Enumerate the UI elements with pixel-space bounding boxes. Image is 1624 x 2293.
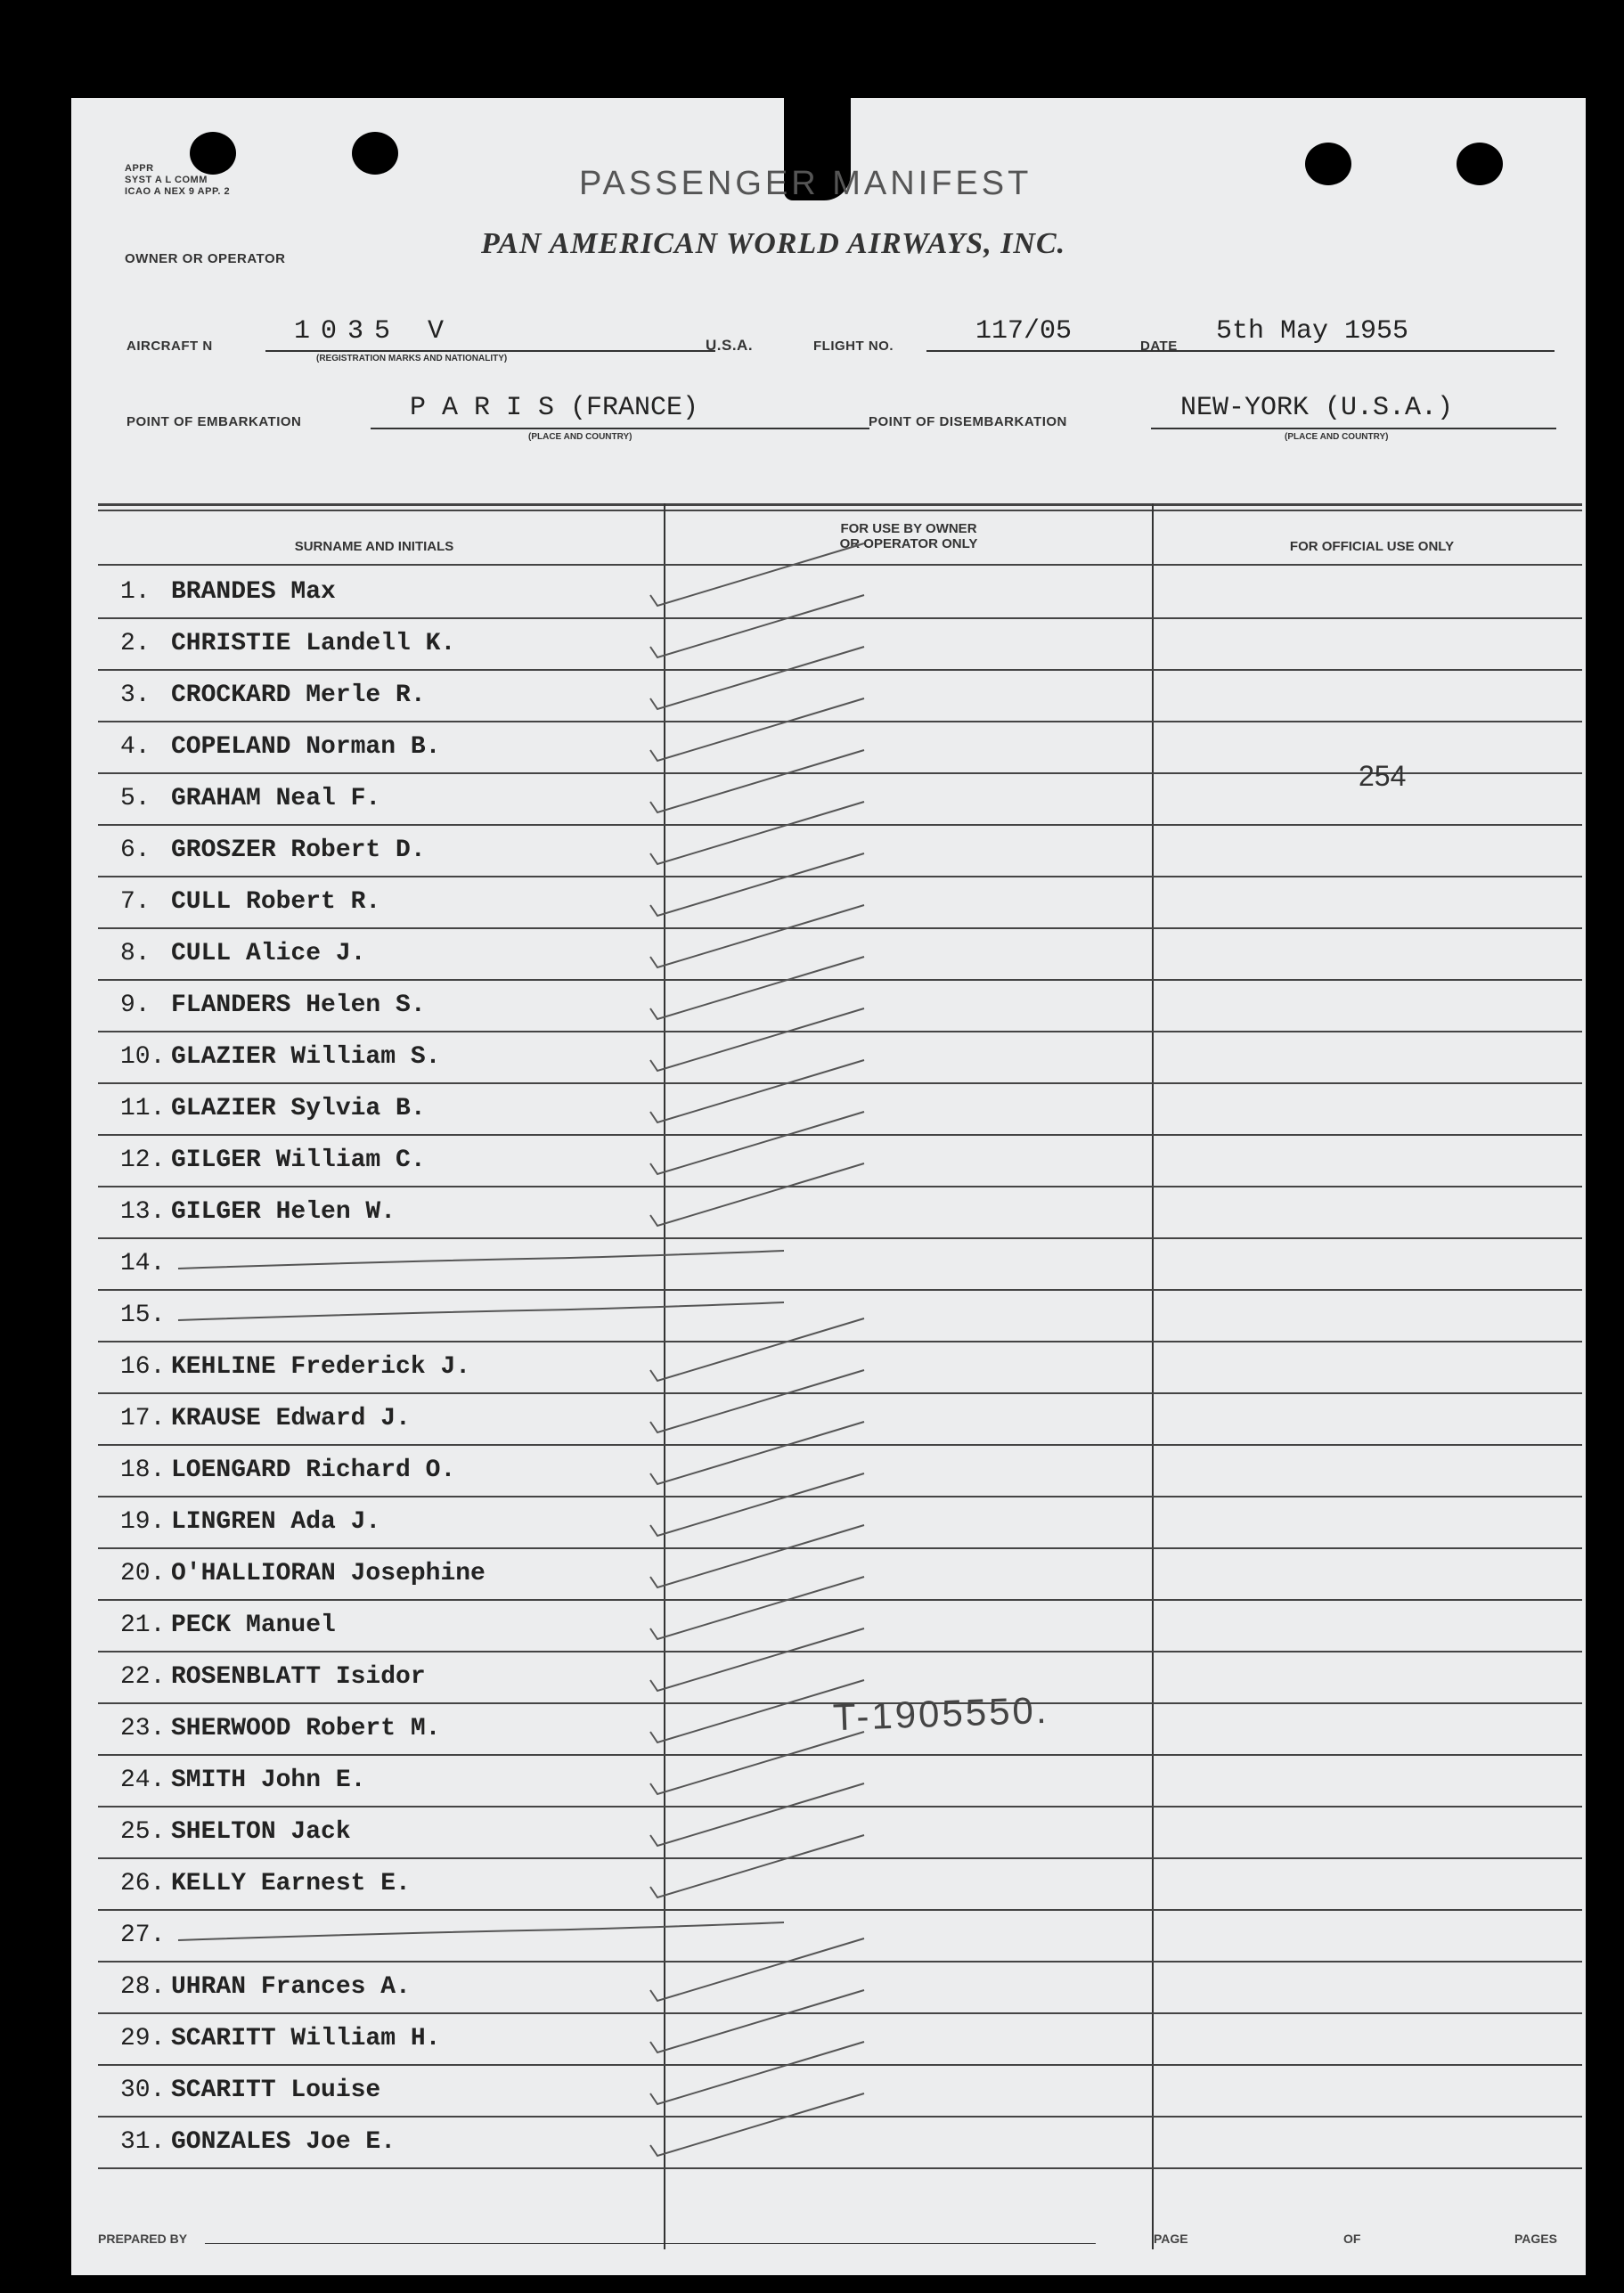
check-mark [650,1318,864,1381]
check-mark [650,1525,864,1587]
row-number: 15. [120,1302,166,1329]
footer-underline [205,2243,1096,2244]
row-number: 26. [120,1870,166,1897]
check-mark [650,698,864,761]
form-ref-line-3: ICAO A NEX 9 APP. 2 [125,186,231,197]
strike-line [178,1302,784,1320]
aircraft-sub: (REGISTRATION MARKS AND NATIONALITY) [316,354,508,363]
check-mark [650,1783,864,1846]
row-number: 1. [120,578,151,606]
passenger-name: PECK Manuel [171,1612,336,1639]
operator-label: OWNER OR OPERATOR [125,251,286,266]
page-title: PASSENGER MANIFEST [579,165,1032,202]
row-number: 21. [120,1612,166,1639]
disembark-label: POINT OF DISEMBARKATION [869,414,1067,429]
form-ref-line-1: APPR [125,163,154,174]
prepared-by-label: PREPARED BY [98,2232,188,2246]
row-number: 13. [120,1198,166,1226]
check-mark [650,2093,864,2156]
row-number: 6. [120,836,151,864]
check-mark [650,1628,864,1691]
row-number: 29. [120,2025,166,2052]
passenger-name: KELLY Earnest E. [171,1870,411,1897]
col-header-surname: SURNAME AND INITIALS [294,539,454,554]
row-number: 25. [120,1818,166,1846]
col-header-owner: FOR USE BY OWNER OR OPERATOR ONLY [839,521,978,551]
strike-line [178,1251,784,1269]
check-mark [650,1473,864,1536]
form-ref-line-2: SYST A L COMM [125,175,208,185]
check-mark [650,802,864,864]
row-number: 5. [120,785,151,812]
row-number: 28. [120,1973,166,2001]
passenger-name: UHRAN Frances A. [171,1973,411,2001]
passenger-name: KEHLINE Frederick J. [171,1353,471,1381]
row-number: 27. [120,1922,166,1949]
pages-label: PAGES [1514,2232,1557,2246]
passenger-name: FLANDERS Helen S. [171,991,426,1019]
check-mark [650,1732,864,1794]
page-label: PAGE [1154,2232,1188,2246]
passenger-name: CROCKARD Merle R. [171,681,426,709]
row-number: 7. [120,888,151,916]
check-mark [650,1680,864,1742]
row-number: 30. [120,2077,166,2104]
passenger-name: GRAHAM Neal F. [171,785,381,812]
passenger-name: GILGER Helen W. [171,1198,396,1226]
manifest-sheet [71,98,1586,2275]
operator-name: PAN AMERICAN WORLD AIRWAYS, INC. [481,227,1066,260]
row-number: 10. [120,1043,166,1071]
row-number: 16. [120,1353,166,1381]
row-number: 4. [120,733,151,761]
check-mark [650,595,864,657]
strike-line [178,1922,784,1940]
row-number: 22. [120,1663,166,1691]
check-mark [650,1990,864,2052]
row-number: 24. [120,1767,166,1794]
flight-label: FLIGHT NO. [813,339,894,354]
passenger-name: KRAUSE Edward J. [171,1405,411,1432]
passenger-name: O'HALLIORAN Josephine [171,1560,486,1587]
col-header-official: FOR OFFICIAL USE ONLY [1289,539,1455,554]
check-mark [650,1577,864,1639]
embark-value: P A R I S (FRANCE) [410,393,699,423]
check-mark [650,853,864,916]
embark-label: POINT OF EMBARKATION [126,414,302,429]
row-number: 19. [120,1508,166,1536]
check-mark [650,1008,864,1071]
passenger-name: GILGER William C. [171,1146,426,1174]
check-mark [650,1163,864,1226]
row-number: 18. [120,1457,166,1484]
aircraft-value: 1035 V [294,316,455,347]
check-mark [650,750,864,812]
passenger-name: ROSENBLATT Isidor [171,1663,426,1691]
passenger-name: COPELAND Norman B. [171,733,441,761]
row-number: 23. [120,1715,166,1742]
row-number: 11. [120,1095,166,1122]
check-mark [650,1422,864,1484]
passenger-name: LINGREN Ada J. [171,1508,381,1536]
owner-annotation: T-1905550. [832,1688,1050,1739]
passenger-name: CULL Robert R. [171,888,381,916]
check-mark [650,1112,864,1174]
disembark-value: NEW-YORK (U.S.A.) [1180,393,1454,423]
row-number: 2. [120,630,151,657]
check-mark [650,647,864,709]
date-label: DATE [1140,339,1178,354]
disembark-sub: (PLACE AND COUNTRY) [1285,432,1389,442]
passenger-name: GROSZER Robert D. [171,836,426,864]
row-number: 31. [120,2128,166,2156]
check-mark [650,905,864,967]
check-mark [650,1370,864,1432]
check-mark [650,2042,864,2104]
aircraft-label: AIRCRAFT N [126,339,213,354]
check-mark [650,543,864,606]
passenger-name: SHERWOOD Robert M. [171,1715,441,1742]
row-number: 9. [120,991,151,1019]
passenger-name: SCARITT Louise [171,2077,381,2104]
passenger-name: SCARITT William H. [171,2025,441,2052]
row-number: 17. [120,1405,166,1432]
check-mark [650,957,864,1019]
row-number: 12. [120,1146,166,1174]
row-number: 20. [120,1560,166,1587]
row-number: 3. [120,681,151,709]
row-number: 14. [120,1250,166,1277]
passenger-name: CHRISTIE Landell K. [171,630,456,657]
embark-sub: (PLACE AND COUNTRY) [528,432,632,442]
check-mark [650,1938,864,2001]
flight-value: 117/05 [975,316,1073,347]
passenger-name: CULL Alice J. [171,940,366,967]
passenger-name: GONZALES Joe E. [171,2128,396,2156]
of-label: OF [1343,2232,1361,2246]
official-annotation: 254 [1359,760,1407,792]
check-marks [71,98,1586,2275]
passenger-name: LOENGARD Richard O. [171,1457,456,1484]
row-number: 8. [120,940,151,967]
passenger-name: BRANDES Max [171,578,336,606]
country-label: U.S.A. [706,337,754,354]
passenger-name: SHELTON Jack [171,1818,351,1846]
date-value: 5th May 1955 [1216,316,1409,347]
passenger-name: SMITH John E. [171,1767,366,1794]
passenger-name: GLAZIER William S. [171,1043,441,1071]
check-mark [650,1835,864,1897]
check-mark [650,1060,864,1122]
passenger-name: GLAZIER Sylvia B. [171,1095,426,1122]
